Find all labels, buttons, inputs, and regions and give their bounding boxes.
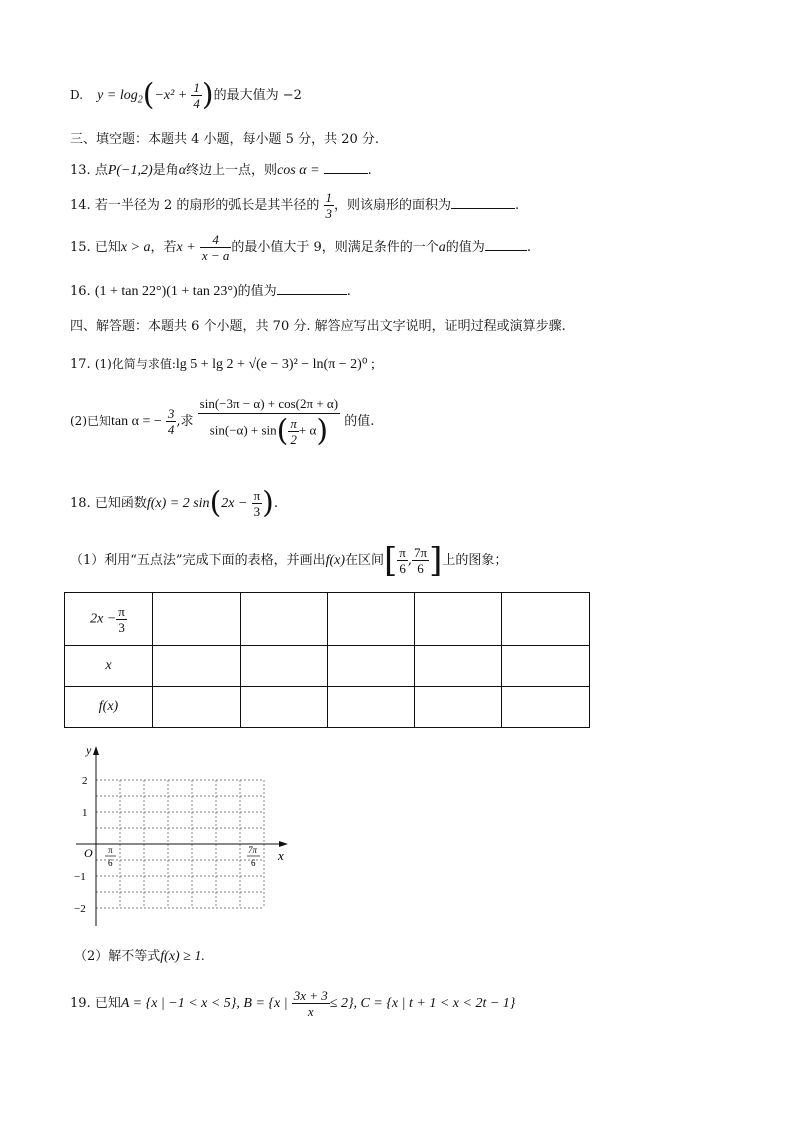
question-14 [70,190,519,221]
paren-right: ) [201,77,214,113]
question-number: 13. [70,163,91,178]
table-cell[interactable] [328,687,415,728]
q19-text: 已知 [94,996,121,1011]
table-cell[interactable] [502,687,590,728]
paren-left: ( [276,413,289,449]
table-cell[interactable] [241,593,328,646]
q13-text-b: 是角 [152,163,179,178]
question-number: 15. [70,240,91,255]
bracket-right: ] [429,540,443,581]
q13-end: . [367,163,372,178]
q13-point: P(−1,2) [107,163,153,178]
q18-expr: f(x) = 2 sin [146,496,210,511]
q15-expr: x + [176,240,196,255]
answer-blank[interactable] [451,196,515,209]
q19-sets-end: ≤ 2}, C = {x | t + 1 < x < 2t − 1} [329,996,516,1011]
q17-numerator: sin(−3π − α) + cos(2π + α) [199,396,339,411]
option-label: D. [70,88,84,102]
x-axis-label: x [278,848,284,863]
fraction-3x-plus-3-over-x: $\frac{3x + 3}{x}$ [293,988,328,1019]
q17-denominator [198,413,340,447]
q18-p2-text: （2）解不等式 [74,949,161,964]
question-number: 18. [70,496,91,511]
question-18 [70,485,279,521]
q17-p2-tan: tan α = − [111,414,162,429]
q18-p1-c: 上的图象； [442,553,508,568]
question-17-part-2 [70,396,374,456]
q13-alpha: α [178,163,187,178]
q18-p2-expr: f(x) ≥ 1. [160,949,205,964]
y-axis-label: y [86,743,92,757]
fraction-3-quarters: $\frac{3}{4}$ [167,406,175,437]
question-17-part-1 [70,355,375,374]
question-15 [70,232,531,263]
five-point-table [64,592,590,728]
question-number: 14. [70,198,91,213]
q17-p2-label: (2)已知 [70,414,111,428]
q15-text-c: 的最小值大于 9，则满足条件的一个 [231,240,439,255]
table-cell[interactable] [502,593,590,646]
q15-condition: x > a [120,240,151,255]
table-cell[interactable] [153,646,241,687]
y-tick-label: −1 [74,871,86,883]
row-label-x: x [65,646,153,687]
table-cell[interactable] [241,646,328,687]
table-cell[interactable] [415,646,502,687]
inner-expr: −x² + [154,88,188,103]
table-cell[interactable] [328,646,415,687]
row-label-fx: f(x) [65,687,153,728]
option-d [70,77,302,113]
q15-text-b: ，若 [150,240,177,255]
q14-text-a: 若一半径为 2 的扇形的弧长是其半径的 [94,198,320,213]
fraction-pi-over-3: $\frac{\pi}{3}$ [253,488,261,519]
log-base: 2 [137,94,143,106]
fraction-7pi-over-6: $\frac{7\pi}{6}$ [414,545,428,576]
q16-expr: (1 + tan 22°)(1 + tan 23°) [94,284,238,299]
q17-den-a: sin(−α) + sin [209,422,277,438]
bracket-left: [ [384,540,398,581]
log-expr: y = log [97,88,138,103]
q17-p1-label: (1)化简与求值: [94,357,176,371]
q15-text-d: 的值为 [445,240,485,255]
fraction-one-quarter: $\frac{1}{4}$ [193,80,200,111]
table-cell[interactable] [415,593,502,646]
fraction-one-third: $\frac{1}{3}$ [325,190,333,221]
paren-right: ) [262,485,274,521]
q15-end: . [526,240,531,255]
origin-label: O [84,846,93,860]
table-row [65,593,590,646]
section-4-heading: 四、解答题：本题共 6 个小题，共 70 分. 解答应写出文字说明，证明过程或演算步骤. [70,319,566,334]
section-3-heading: 三、填空题：本题共 4 小题，每小题 5 分，共 20 分. [70,132,380,147]
q18-p1-f: f(x) [325,553,346,568]
question-number: 19. [70,996,91,1011]
q17-big-fraction [198,396,340,447]
answer-blank[interactable] [324,161,368,174]
answer-blank[interactable] [277,282,347,295]
table-cell[interactable] [241,687,328,728]
q14-end: . [515,198,520,213]
q16-text: 的值为 [237,284,277,299]
table-cell[interactable] [153,687,241,728]
x-axis-arrow-icon [279,841,288,847]
y-axis-arrow-icon [93,746,99,755]
y-tick-label: −2 [74,903,86,915]
q14-text-b: ，则该扇形的面积为 [334,198,452,213]
q13-text-a: 点 [94,163,108,178]
question-16 [70,282,351,301]
x-tick-label-num: π [108,845,113,855]
q18-text: 已知函数 [94,496,147,511]
q13-cos: cos α = [277,163,320,178]
q16-end: . [346,284,351,299]
q15-text-a: 已知 [94,240,121,255]
q18-end: . [273,496,279,511]
table-cell[interactable] [415,687,502,728]
row-label-2x-minus-pi-over-3: 2x − $\frac{\pi}{3}$ [65,593,153,646]
coordinate-grid[interactable] [68,740,308,930]
y-tick-label: 2 [82,775,88,787]
question-19 [70,988,515,1019]
fraction-pi-over-6: $\frac{\pi}{6}$ [399,545,406,576]
paren-left: ( [209,485,222,521]
table-row [65,646,590,687]
x-tick-label-den: 6 [251,858,256,868]
fraction-pi-over-2: $\frac{\pi}{2}$ [290,416,297,447]
table-row [65,687,590,728]
q17-p2-qiu: ,求 [176,414,194,429]
q17-p1-expr: lg 5 + lg 2 + √(e − 3)² − ln(π − 2)⁰ ; [175,357,375,372]
q13-text-c: 终边上一点，则 [186,163,278,178]
q19-sets: A = {x | −1 < x < 5}, B = {x | [120,996,288,1011]
paren-right: ) [316,413,329,449]
x-tick-label-den: 6 [108,858,113,868]
y-tick-label: 1 [82,807,88,819]
fraction-4-over-x-minus-a: $\frac{4}{x - a}$ [201,232,230,263]
table-cell[interactable] [328,593,415,646]
table-cell[interactable] [153,593,241,646]
question-number: 17. [70,357,91,372]
x-tick-label-num: 7π [248,845,258,855]
question-13 [70,161,372,180]
q17-plus-alpha: + α [298,422,317,438]
paren-left: ( [142,77,155,113]
q15-a: a [438,240,446,255]
q18-p1-a: （1）利用“五点法”完成下面的表格，并画出 [70,553,326,568]
question-18-part-2 [74,948,205,966]
q18-inner: 2x − [221,496,248,511]
option-d-suffix: 的最大值为 −2 [213,88,302,103]
table-cell[interactable] [502,646,590,687]
q17-p2-end: 的值. [344,414,375,429]
answer-blank[interactable] [485,238,527,251]
q18-p1-b: 在区间 [345,553,385,568]
question-number: 16. [70,284,91,299]
question-18-part-1: （1）利用“五点法”完成下面的表格，并画出f(x)在区间[ $\frac{\pi}{6}$ , $\frac{7\pi}{6}$ ]上的图象； [70,540,508,581]
